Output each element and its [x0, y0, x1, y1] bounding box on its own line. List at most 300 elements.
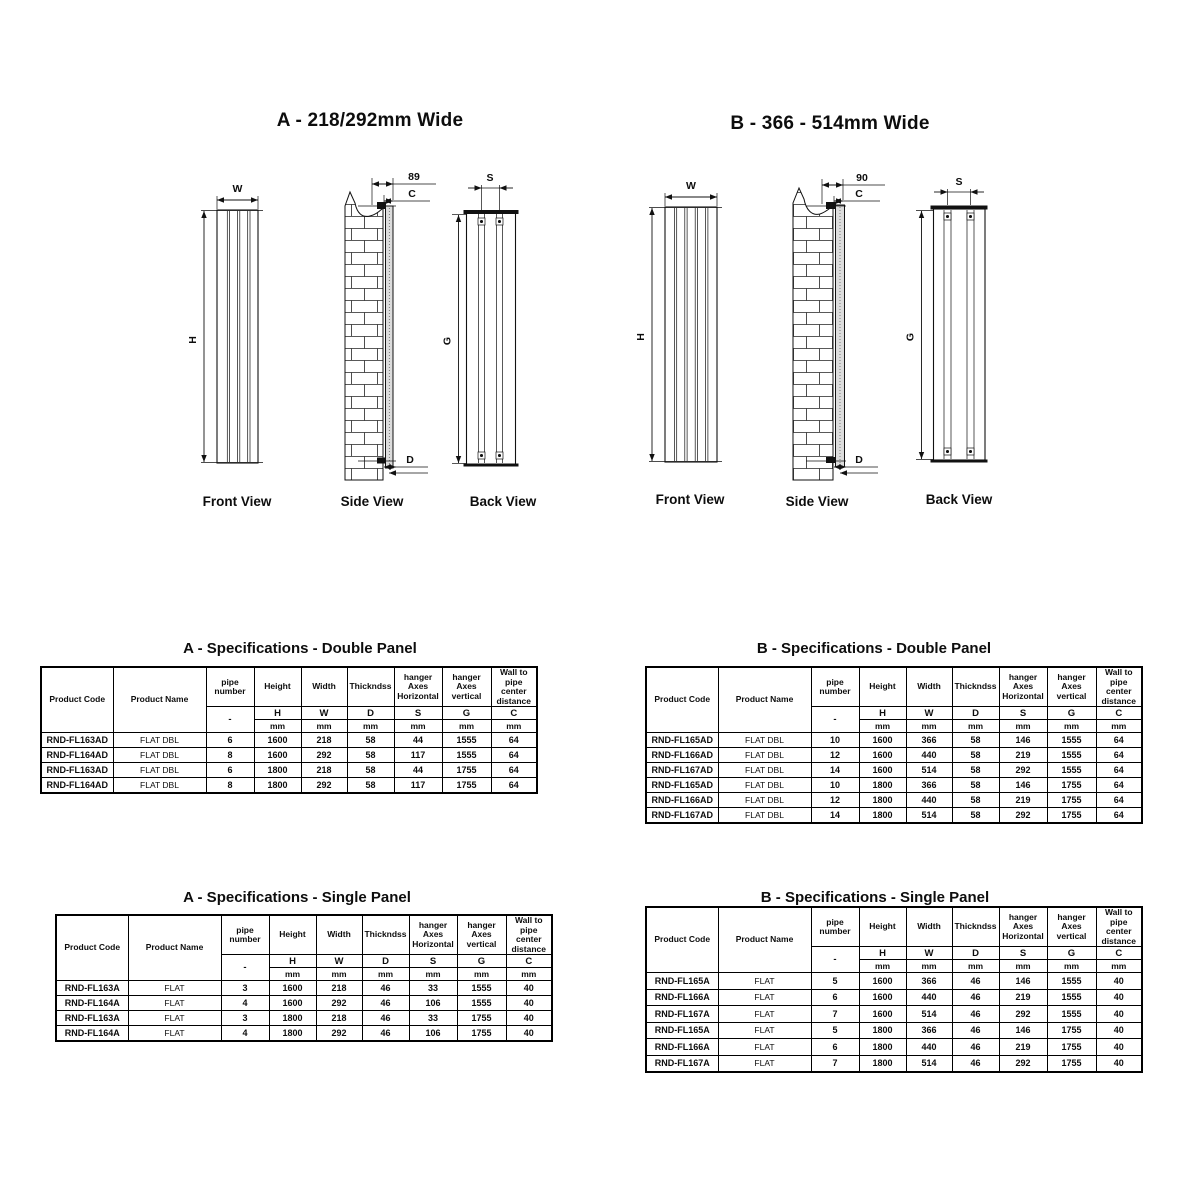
cell-thickness: 46 — [952, 1055, 999, 1072]
symbol-hanger_axes_vertical: G — [1047, 707, 1096, 720]
header-wall_to_pipe_center: Wall to pipe center distance — [506, 915, 552, 955]
offset-89-label: 89 — [408, 171, 420, 183]
cell-product_name: FLAT DBL — [718, 748, 811, 763]
cell-pipe_number: 8 — [206, 748, 254, 763]
diagram-b-title: B - 366 - 514mm Wide — [730, 113, 930, 134]
cell-wall_to_pipe_center: 40 — [1096, 1006, 1142, 1023]
cell-product_code: RND-FL167AD — [646, 808, 718, 824]
cell-hanger_axes_vertical: 1555 — [1047, 748, 1096, 763]
cell-width: 292 — [316, 1026, 362, 1042]
header-thickness: Thickndss — [347, 667, 394, 707]
cell-wall_to_pipe_center: 40 — [1096, 989, 1142, 1006]
cell-product_code: RND-FL163A — [56, 981, 128, 996]
cell-wall_to_pipe_center: 40 — [506, 996, 552, 1011]
cell-pipe_number: 6 — [811, 1039, 859, 1056]
back-view-b — [905, 176, 993, 507]
symbol-pipe_number: - — [811, 707, 859, 733]
spec-row — [56, 996, 552, 1011]
cell-hanger_axes_vertical: 1755 — [1047, 1022, 1096, 1039]
cell-hanger_axes_vertical: 1555 — [1047, 973, 1096, 990]
wall-section — [345, 192, 383, 480]
cell-width: 218 — [301, 733, 347, 748]
cell-width: 366 — [906, 733, 952, 748]
header-hanger_axes_horizontal: hanger Axes Horizontal — [394, 667, 442, 707]
top-bracket — [377, 202, 386, 209]
cell-wall_to_pipe_center: 40 — [1096, 973, 1142, 990]
unit-thickness: mm — [362, 968, 409, 981]
cell-height: 1600 — [254, 733, 301, 748]
cell-product_name: FLAT DBL — [113, 748, 206, 763]
cell-width: 218 — [316, 1011, 362, 1026]
header-wall_to_pipe_center: Wall to pipe center distance — [491, 667, 537, 707]
cell-product_code: RND-FL167A — [646, 1006, 718, 1023]
cell-wall_to_pipe_center: 40 — [506, 1011, 552, 1026]
cell-width: 366 — [906, 1022, 952, 1039]
symbol-hanger_axes_horizontal: S — [999, 707, 1047, 720]
header-thickness: Thickndss — [362, 915, 409, 955]
cell-hanger_axes_horizontal: 292 — [999, 1055, 1047, 1072]
cell-width: 366 — [906, 778, 952, 793]
cell-hanger_axes_vertical: 1755 — [1047, 808, 1096, 824]
cell-thickness: 46 — [362, 1026, 409, 1042]
cell-pipe_number: 3 — [221, 1011, 269, 1026]
back-view-caption-a: Back View — [469, 494, 537, 509]
cell-hanger_axes_horizontal: 33 — [409, 1011, 457, 1026]
header-thickness: Thickndss — [952, 907, 999, 947]
dim-h-label: H — [635, 333, 647, 341]
cell-hanger_axes_horizontal: 146 — [999, 1022, 1047, 1039]
spec-row — [646, 733, 1142, 748]
symbol-width: W — [301, 707, 347, 720]
cell-height: 1800 — [859, 778, 906, 793]
unit-height: mm — [254, 720, 301, 733]
side-view-caption-b: Side View — [785, 494, 849, 509]
cell-product_name: FLAT — [718, 1039, 811, 1056]
cell-hanger_axes_horizontal: 117 — [394, 778, 442, 794]
unit-hanger_axes_horizontal: mm — [409, 968, 457, 981]
cell-product_code: RND-FL163AD — [41, 733, 113, 748]
cell-thickness: 58 — [952, 748, 999, 763]
cell-product_code: RND-FL166AD — [646, 748, 718, 763]
cell-pipe_number: 14 — [811, 763, 859, 778]
cell-width: 292 — [301, 778, 347, 794]
cell-hanger_axes_vertical: 1555 — [1047, 989, 1096, 1006]
cell-thickness: 46 — [952, 1039, 999, 1056]
cell-hanger_axes_vertical: 1755 — [457, 1026, 506, 1042]
cell-width: 514 — [906, 1006, 952, 1023]
cell-thickness: 46 — [952, 1022, 999, 1039]
symbol-hanger_axes_horizontal: S — [409, 955, 457, 968]
header-product_name: Product Name — [718, 667, 811, 733]
cell-wall_to_pipe_center: 40 — [1096, 1055, 1142, 1072]
spec-row — [646, 973, 1142, 990]
spec-row — [646, 1055, 1142, 1072]
bottom-bracket — [377, 458, 386, 464]
cell-product_name: FLAT DBL — [718, 733, 811, 748]
wall-section — [793, 188, 833, 480]
cell-height: 1600 — [859, 763, 906, 778]
unit-wall_to_pipe_center: mm — [491, 720, 537, 733]
cell-width: 440 — [906, 748, 952, 763]
dim-w-label: W — [686, 180, 696, 192]
unit-thickness: mm — [347, 720, 394, 733]
spec-row — [41, 748, 537, 763]
g-dimension-b — [905, 211, 935, 460]
cell-hanger_axes_vertical: 1555 — [1047, 733, 1096, 748]
cell-thickness: 46 — [952, 973, 999, 990]
front-view-b — [635, 180, 725, 507]
s-dimension-b — [934, 176, 984, 205]
back-view-caption-b: Back View — [925, 492, 993, 507]
dim-g-label: G — [441, 336, 454, 346]
cell-height: 1800 — [269, 1011, 316, 1026]
cell-product_code: RND-FL167A — [646, 1055, 718, 1072]
symbol-pipe_number: - — [811, 947, 859, 973]
symbol-thickness: D — [362, 955, 409, 968]
header-height: Height — [269, 915, 316, 955]
cell-wall_to_pipe_center: 64 — [1096, 748, 1142, 763]
unit-thickness: mm — [952, 720, 999, 733]
header-product_name: Product Name — [718, 907, 811, 973]
unit-hanger_axes_horizontal: mm — [999, 960, 1047, 973]
dim-w-label: W — [232, 183, 243, 195]
spec-row — [41, 733, 537, 748]
header-product_code: Product Code — [56, 915, 128, 981]
header-wall_to_pipe_center: Wall to pipe center distance — [1096, 667, 1142, 707]
side-view-caption-a: Side View — [340, 494, 404, 509]
unit-height: mm — [859, 960, 906, 973]
unit-width: mm — [906, 960, 952, 973]
cell-pipe_number: 6 — [206, 763, 254, 778]
unit-height: mm — [269, 968, 316, 981]
cell-product_name: FLAT — [718, 1022, 811, 1039]
front-view-caption-b: Front View — [655, 492, 725, 507]
cell-wall_to_pipe_center: 64 — [1096, 763, 1142, 778]
cell-product_code: RND-FL165AD — [646, 778, 718, 793]
front-view-caption-a: Front View — [202, 494, 272, 509]
header-product_code: Product Code — [646, 907, 718, 973]
symbol-hanger_axes_horizontal: S — [999, 947, 1047, 960]
cell-height: 1600 — [859, 748, 906, 763]
header-wall_to_pipe_center: Wall to pipe center distance — [1096, 907, 1142, 947]
height-dimension-a — [187, 211, 204, 462]
symbol-thickness: D — [952, 947, 999, 960]
spec-row — [646, 763, 1142, 778]
offset-90-label: 90 — [856, 172, 868, 184]
symbol-pipe_number: - — [221, 955, 269, 981]
cell-height: 1600 — [859, 1006, 906, 1023]
spec-row — [646, 808, 1142, 824]
cell-wall_to_pipe_center: 64 — [491, 778, 537, 794]
cell-product_code: RND-FL163A — [56, 1011, 128, 1026]
cell-width: 218 — [301, 763, 347, 778]
cell-height: 1800 — [254, 763, 301, 778]
cell-product_code: RND-FL164AD — [41, 778, 113, 794]
width-dimension-b — [665, 180, 717, 206]
unit-hanger_axes_vertical: mm — [457, 968, 506, 981]
cell-hanger_axes_vertical: 1755 — [1047, 1055, 1096, 1072]
cell-thickness: 58 — [347, 733, 394, 748]
dim-d-label: D — [855, 454, 863, 466]
header-width: Width — [906, 907, 952, 947]
cell-thickness: 46 — [362, 996, 409, 1011]
spec-row — [646, 1006, 1142, 1023]
table-title-a-double: A - Specifications - Double Panel — [183, 640, 417, 657]
cell-hanger_axes_horizontal: 146 — [999, 778, 1047, 793]
header-hanger_axes_vertical: hanger Axes vertical — [457, 915, 506, 955]
cell-width: 440 — [906, 989, 952, 1006]
cell-product_name: FLAT — [128, 996, 221, 1011]
cell-hanger_axes_horizontal: 292 — [999, 808, 1047, 824]
cell-height: 1800 — [859, 793, 906, 808]
cell-product_name: FLAT DBL — [113, 763, 206, 778]
header-hanger_axes_horizontal: hanger Axes Horizontal — [409, 915, 457, 955]
symbol-hanger_axes_horizontal: S — [394, 707, 442, 720]
unit-height: mm — [859, 720, 906, 733]
cell-thickness: 46 — [362, 981, 409, 996]
cell-height: 1800 — [859, 1039, 906, 1056]
cell-pipe_number: 4 — [221, 996, 269, 1011]
cell-width: 292 — [301, 748, 347, 763]
cell-thickness: 46 — [362, 1011, 409, 1026]
cell-product_name: FLAT DBL — [113, 778, 206, 794]
header-hanger_axes_horizontal: hanger Axes Horizontal — [999, 667, 1047, 707]
cell-pipe_number: 6 — [811, 989, 859, 1006]
cell-hanger_axes_horizontal: 292 — [999, 1006, 1047, 1023]
cell-hanger_axes_vertical: 1755 — [1047, 778, 1096, 793]
cell-height: 1600 — [269, 996, 316, 1011]
spec-row — [41, 778, 537, 794]
cell-hanger_axes_vertical: 1555 — [457, 981, 506, 996]
cell-height: 1800 — [269, 1026, 316, 1042]
cell-wall_to_pipe_center: 64 — [1096, 778, 1142, 793]
header-hanger_axes_horizontal: hanger Axes Horizontal — [999, 907, 1047, 947]
cell-height: 1600 — [269, 981, 316, 996]
cell-height: 1600 — [859, 733, 906, 748]
dim-h-label: H — [187, 336, 199, 344]
cell-hanger_axes_vertical: 1555 — [1047, 1006, 1096, 1023]
cell-pipe_number: 3 — [221, 981, 269, 996]
cell-product_name: FLAT DBL — [718, 793, 811, 808]
header-product_name: Product Name — [128, 915, 221, 981]
c-dimension-a — [384, 188, 430, 205]
cell-hanger_axes_horizontal: 117 — [394, 748, 442, 763]
front-view-a — [187, 183, 272, 509]
header-thickness: Thickndss — [952, 667, 999, 707]
cell-hanger_axes_vertical: 1755 — [1047, 793, 1096, 808]
cell-hanger_axes_horizontal: 106 — [409, 996, 457, 1011]
spec-row — [646, 778, 1142, 793]
cell-thickness: 58 — [347, 748, 394, 763]
cell-wall_to_pipe_center: 40 — [1096, 1022, 1142, 1039]
unit-width: mm — [301, 720, 347, 733]
diagram-a-drawing — [180, 150, 560, 520]
cell-thickness: 58 — [952, 793, 999, 808]
diagram-b-drawing — [620, 150, 1040, 520]
top-cap — [464, 210, 519, 214]
symbol-width: W — [906, 707, 952, 720]
spec-row — [646, 989, 1142, 1006]
cell-width: 366 — [906, 973, 952, 990]
unit-thickness: mm — [952, 960, 999, 973]
cell-wall_to_pipe_center: 40 — [1096, 1039, 1142, 1056]
bottom-cap — [931, 460, 988, 463]
cell-product_code: RND-FL166A — [646, 1039, 718, 1056]
table-title-b-double: B - Specifications - Double Panel — [756, 640, 992, 657]
header-height: Height — [859, 907, 906, 947]
cell-pipe_number: 6 — [206, 733, 254, 748]
dim-s-label: S — [955, 176, 963, 188]
symbol-height: H — [254, 707, 301, 720]
cell-pipe_number: 12 — [811, 748, 859, 763]
cell-wall_to_pipe_center: 40 — [506, 1026, 552, 1042]
unit-wall_to_pipe_center: mm — [1096, 720, 1142, 733]
width-dimension-a — [217, 183, 258, 209]
symbol-height: H — [859, 947, 906, 960]
cell-product_code: RND-FL165A — [646, 1022, 718, 1039]
dim-g-label: G — [904, 332, 917, 342]
cell-product_name: FLAT DBL — [113, 733, 206, 748]
cell-pipe_number: 7 — [811, 1006, 859, 1023]
s-dimension-a — [468, 172, 513, 210]
cell-pipe_number: 12 — [811, 793, 859, 808]
cell-pipe_number: 5 — [811, 1022, 859, 1039]
cell-thickness: 58 — [347, 763, 394, 778]
cell-height: 1800 — [859, 1055, 906, 1072]
cell-hanger_axes_vertical: 1755 — [457, 1011, 506, 1026]
side-view-b — [786, 172, 885, 509]
cell-width: 440 — [906, 793, 952, 808]
cell-pipe_number: 14 — [811, 808, 859, 824]
cell-thickness: 58 — [952, 733, 999, 748]
cell-hanger_axes_vertical: 1755 — [442, 778, 491, 794]
cell-pipe_number: 10 — [811, 733, 859, 748]
unit-hanger_axes_vertical: mm — [442, 720, 491, 733]
header-width: Width — [301, 667, 347, 707]
cell-wall_to_pipe_center: 64 — [491, 748, 537, 763]
header-hanger_axes_vertical: hanger Axes vertical — [442, 667, 491, 707]
cell-thickness: 58 — [952, 778, 999, 793]
cell-thickness: 58 — [347, 778, 394, 794]
cell-height: 1600 — [859, 989, 906, 1006]
header-height: Height — [254, 667, 301, 707]
cell-hanger_axes_vertical: 1755 — [442, 763, 491, 778]
header-width: Width — [316, 915, 362, 955]
header-height: Height — [859, 667, 906, 707]
cell-wall_to_pipe_center: 40 — [506, 981, 552, 996]
symbol-width: W — [316, 955, 362, 968]
cell-width: 514 — [906, 763, 952, 778]
symbol-height: H — [859, 707, 906, 720]
cell-wall_to_pipe_center: 64 — [491, 733, 537, 748]
header-pipe_number: pipe number — [811, 667, 859, 707]
spec-row — [646, 748, 1142, 763]
cell-wall_to_pipe_center: 64 — [1096, 733, 1142, 748]
header-pipe_number: pipe number — [221, 915, 269, 955]
symbol-hanger_axes_vertical: G — [442, 707, 491, 720]
table-title-b-single: B - Specifications - Single Panel — [760, 889, 990, 906]
cell-product_name: FLAT DBL — [718, 778, 811, 793]
header-hanger_axes_vertical: hanger Axes vertical — [1047, 907, 1096, 947]
depth-dimension-90 — [822, 172, 885, 204]
cell-thickness: 58 — [952, 763, 999, 778]
cell-pipe_number: 8 — [206, 778, 254, 794]
symbol-wall_to_pipe_center: C — [1096, 947, 1142, 960]
cell-width: 292 — [316, 996, 362, 1011]
cell-pipe_number: 5 — [811, 973, 859, 990]
symbol-width: W — [906, 947, 952, 960]
cell-product_code: RND-FL164AD — [41, 748, 113, 763]
unit-hanger_axes_horizontal: mm — [999, 720, 1047, 733]
back-view-a — [442, 172, 537, 509]
symbol-thickness: D — [952, 707, 999, 720]
cell-hanger_axes_vertical: 1555 — [1047, 763, 1096, 778]
cell-hanger_axes_vertical: 1555 — [442, 748, 491, 763]
symbol-wall_to_pipe_center: C — [1096, 707, 1142, 720]
cell-thickness: 58 — [952, 808, 999, 824]
cell-width: 514 — [906, 808, 952, 824]
spec-row — [646, 1039, 1142, 1056]
cell-hanger_axes_horizontal: 146 — [999, 733, 1047, 748]
cell-pipe_number: 7 — [811, 1055, 859, 1072]
c-dimension-b — [834, 188, 880, 205]
cell-product_code: RND-FL166A — [646, 989, 718, 1006]
unit-wall_to_pipe_center: mm — [1096, 960, 1142, 973]
spec-row — [646, 793, 1142, 808]
hanger-rails — [478, 214, 503, 463]
cell-hanger_axes_horizontal: 33 — [409, 981, 457, 996]
header-product_name: Product Name — [113, 667, 206, 733]
bottom-bracket — [826, 457, 836, 463]
cell-hanger_axes_vertical: 1755 — [1047, 1039, 1096, 1056]
dim-c-label: C — [855, 188, 863, 200]
cell-height: 1800 — [859, 808, 906, 824]
cell-product_name: FLAT — [718, 1006, 811, 1023]
symbol-hanger_axes_vertical: G — [1047, 947, 1096, 960]
cell-product_code: RND-FL164A — [56, 996, 128, 1011]
table-title-a-single: A - Specifications - Single Panel — [183, 889, 411, 906]
cell-product_name: FLAT DBL — [718, 763, 811, 778]
cell-hanger_axes_horizontal: 44 — [394, 733, 442, 748]
cell-product_code: RND-FL163AD — [41, 763, 113, 778]
cell-hanger_axes_horizontal: 292 — [999, 763, 1047, 778]
cell-height: 1800 — [254, 778, 301, 794]
header-pipe_number: pipe number — [811, 907, 859, 947]
cell-width: 514 — [906, 1055, 952, 1072]
cell-hanger_axes_horizontal: 106 — [409, 1026, 457, 1042]
cell-wall_to_pipe_center: 64 — [491, 763, 537, 778]
cell-hanger_axes_horizontal: 219 — [999, 793, 1047, 808]
spec-row — [56, 981, 552, 996]
cell-width: 218 — [316, 981, 362, 996]
cell-hanger_axes_vertical: 1555 — [442, 733, 491, 748]
cell-hanger_axes_horizontal: 219 — [999, 1039, 1047, 1056]
cell-hanger_axes_horizontal: 44 — [394, 763, 442, 778]
spec-row — [56, 1011, 552, 1026]
cell-height: 1600 — [859, 973, 906, 990]
symbol-wall_to_pipe_center: C — [491, 707, 537, 720]
g-dimension-a — [442, 215, 468, 464]
dim-s-label: S — [486, 172, 494, 184]
header-pipe_number: pipe number — [206, 667, 254, 707]
cell-wall_to_pipe_center: 64 — [1096, 808, 1142, 824]
dim-c-label: C — [408, 188, 416, 200]
cell-pipe_number: 4 — [221, 1026, 269, 1042]
cell-product_name: FLAT DBL — [718, 808, 811, 824]
spec-table-a-double — [40, 666, 538, 794]
cell-product_code: RND-FL165A — [646, 973, 718, 990]
cell-wall_to_pipe_center: 64 — [1096, 793, 1142, 808]
